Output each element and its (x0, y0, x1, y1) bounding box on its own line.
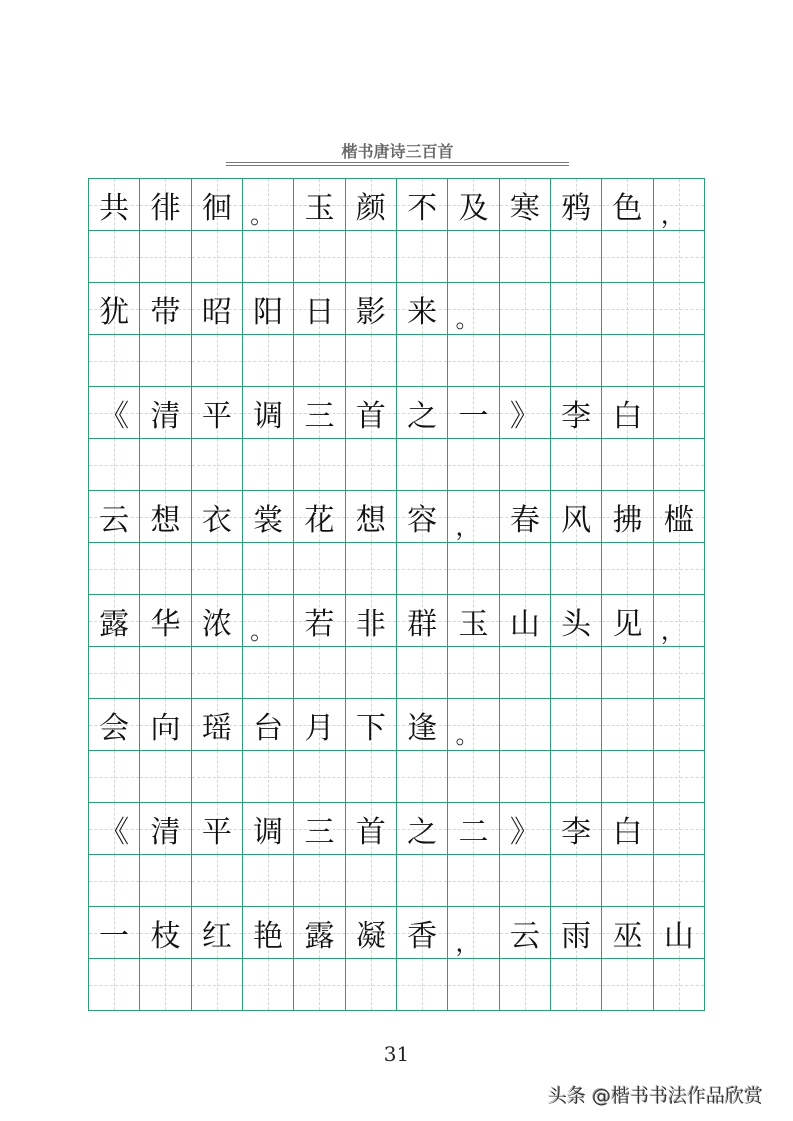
character-cell (293, 178, 344, 230)
empty-practice-cell (88, 854, 139, 906)
character: 寒 (509, 190, 540, 226)
character: 春 (509, 502, 540, 538)
character-cell (653, 282, 704, 334)
header-rule (226, 165, 569, 166)
character-cell (447, 906, 498, 958)
character-cell (447, 490, 498, 542)
character-cell (499, 178, 550, 230)
character: 及 (458, 190, 489, 226)
character: 李 (561, 398, 592, 434)
character-cell (88, 282, 139, 334)
character: ， (455, 929, 480, 957)
practice-grid (88, 178, 705, 1011)
empty-practice-cell (550, 854, 601, 906)
empty-practice-cell (396, 542, 447, 594)
page-header-title: 楷书唐诗三百首 (341, 142, 454, 161)
character-cell (396, 802, 447, 854)
character: 调 (253, 398, 284, 434)
character: 枝 (150, 918, 181, 954)
character: 瑶 (201, 710, 232, 746)
character-cell (88, 594, 139, 646)
empty-practice-cell (601, 334, 652, 386)
empty-practice-cell (139, 542, 190, 594)
character-cell (293, 698, 344, 750)
character-cell (396, 386, 447, 438)
character-cell (653, 594, 704, 646)
character: 想 (150, 502, 181, 538)
character: 之 (407, 398, 438, 434)
character: 昭 (201, 294, 232, 330)
empty-practice-cell (550, 646, 601, 698)
character: 头 (561, 606, 592, 642)
page-number: 31 (383, 1042, 410, 1066)
empty-practice-cell (550, 542, 601, 594)
character-cell (601, 594, 652, 646)
character: 》 (509, 398, 540, 434)
empty-practice-cell (191, 958, 242, 1010)
empty-practice-cell (345, 958, 396, 1010)
empty-practice-cell (293, 646, 344, 698)
empty-practice-cell (447, 854, 498, 906)
character-cell (191, 178, 242, 230)
character: 一 (99, 918, 130, 954)
empty-practice-cell (396, 750, 447, 802)
empty-practice-cell (242, 646, 293, 698)
empty-practice-cell (191, 334, 242, 386)
character: 清 (150, 398, 181, 434)
character: 玉 (304, 190, 335, 226)
character: 山 (509, 606, 540, 642)
character: 槛 (663, 502, 694, 538)
character-cell (293, 282, 344, 334)
character: 徊 (201, 190, 232, 226)
character-cell (447, 178, 498, 230)
empty-practice-cell (293, 542, 344, 594)
character-cell (447, 282, 498, 334)
character-cell (139, 698, 190, 750)
empty-practice-cell (396, 854, 447, 906)
empty-practice-cell (345, 334, 396, 386)
empty-practice-cell (550, 750, 601, 802)
watermark: 头条 @楷书书法作品欣赏 (548, 1085, 764, 1107)
character-cell (653, 178, 704, 230)
empty-practice-cell (499, 854, 550, 906)
character: 山 (663, 918, 694, 954)
character: 台 (253, 710, 284, 746)
empty-practice-cell (139, 958, 190, 1010)
empty-practice-cell (139, 646, 190, 698)
empty-practice-cell (191, 542, 242, 594)
character-cell (293, 386, 344, 438)
empty-practice-cell (601, 438, 652, 490)
character-cell (550, 802, 601, 854)
character-cell (345, 282, 396, 334)
empty-practice-cell (293, 438, 344, 490)
character-cell (653, 906, 704, 958)
character-cell (88, 490, 139, 542)
empty-practice-cell (345, 854, 396, 906)
character-cell (242, 906, 293, 958)
character-cell (293, 490, 344, 542)
empty-practice-cell (191, 646, 242, 698)
character: 来 (407, 294, 438, 330)
character: 凝 (355, 918, 386, 954)
character: 群 (407, 606, 438, 642)
character-cell (499, 282, 550, 334)
empty-practice-cell (191, 750, 242, 802)
character-cell (550, 386, 601, 438)
character: 鸦 (561, 190, 592, 226)
empty-practice-cell (396, 230, 447, 282)
character: 颜 (355, 190, 386, 226)
character-cell (191, 906, 242, 958)
character: 香 (407, 918, 438, 954)
character: 浓 (201, 606, 232, 642)
character: ， (660, 201, 685, 229)
character-cell (88, 178, 139, 230)
empty-practice-cell (396, 334, 447, 386)
empty-practice-cell (447, 750, 498, 802)
empty-practice-cell (601, 542, 652, 594)
character: 《 (99, 398, 130, 434)
character-cell (345, 698, 396, 750)
character: 逢 (407, 710, 438, 746)
character: 之 (407, 814, 438, 850)
empty-practice-cell (396, 438, 447, 490)
character: 徘 (150, 190, 181, 226)
character-cell (550, 490, 601, 542)
empty-practice-cell (345, 230, 396, 282)
character-cell (139, 386, 190, 438)
character-cell (139, 490, 190, 542)
empty-practice-cell (242, 542, 293, 594)
empty-practice-cell (345, 542, 396, 594)
character-cell (499, 698, 550, 750)
character: 三 (304, 398, 335, 434)
character: 带 (150, 294, 181, 330)
character: 。 (250, 201, 275, 229)
empty-practice-cell (139, 438, 190, 490)
empty-practice-cell (345, 438, 396, 490)
character: 若 (304, 606, 335, 642)
character: 雨 (561, 918, 592, 954)
empty-practice-cell (653, 958, 704, 1010)
character: 影 (355, 294, 386, 330)
character: 白 (612, 814, 643, 850)
empty-practice-cell (550, 334, 601, 386)
character: 》 (509, 814, 540, 850)
character-cell (550, 698, 601, 750)
empty-practice-cell (499, 542, 550, 594)
character-cell (653, 386, 704, 438)
empty-practice-cell (653, 542, 704, 594)
character-cell (447, 594, 498, 646)
empty-practice-cell (601, 646, 652, 698)
character: 华 (150, 606, 181, 642)
empty-practice-cell (139, 750, 190, 802)
character-cell (88, 802, 139, 854)
character: 见 (612, 606, 643, 642)
character-cell (242, 178, 293, 230)
character: 二 (458, 814, 489, 850)
character-cell (396, 698, 447, 750)
character-cell (550, 282, 601, 334)
character-cell (550, 594, 601, 646)
character-cell (601, 386, 652, 438)
empty-practice-cell (242, 958, 293, 1010)
empty-practice-cell (293, 750, 344, 802)
character: 会 (99, 710, 130, 746)
empty-practice-cell (293, 958, 344, 1010)
character-cell (653, 490, 704, 542)
empty-practice-cell (601, 750, 652, 802)
character-cell (139, 178, 190, 230)
character: 共 (99, 190, 130, 226)
empty-practice-cell (242, 334, 293, 386)
character: 容 (407, 502, 438, 538)
character-cell (499, 802, 550, 854)
character-cell (191, 282, 242, 334)
character: 下 (355, 710, 386, 746)
empty-practice-cell (653, 438, 704, 490)
character-cell (601, 802, 652, 854)
empty-practice-cell (345, 646, 396, 698)
character-cell (88, 906, 139, 958)
character: 巫 (612, 918, 643, 954)
empty-practice-cell (293, 230, 344, 282)
character-cell (601, 698, 652, 750)
empty-practice-cell (499, 334, 550, 386)
character: 露 (99, 606, 130, 642)
character-cell (601, 490, 652, 542)
character-cell (191, 386, 242, 438)
empty-practice-cell (139, 334, 190, 386)
character-cell (242, 386, 293, 438)
character: 色 (612, 190, 643, 226)
character-cell (601, 906, 652, 958)
empty-practice-cell (191, 230, 242, 282)
character: 一 (458, 398, 489, 434)
empty-practice-cell (447, 958, 498, 1010)
empty-practice-cell (653, 854, 704, 906)
character-cell (499, 906, 550, 958)
empty-practice-cell (242, 854, 293, 906)
character-cell (601, 178, 652, 230)
empty-practice-cell (88, 230, 139, 282)
character: 想 (355, 502, 386, 538)
empty-practice-cell (653, 646, 704, 698)
character-cell (345, 802, 396, 854)
empty-practice-cell (242, 438, 293, 490)
character-cell (345, 594, 396, 646)
empty-practice-cell (242, 750, 293, 802)
character: ， (660, 617, 685, 645)
empty-practice-cell (550, 230, 601, 282)
empty-practice-cell (293, 334, 344, 386)
empty-practice-cell (550, 438, 601, 490)
empty-practice-cell (88, 334, 139, 386)
character: ， (455, 513, 480, 541)
character: 红 (201, 918, 232, 954)
character: 云 (509, 918, 540, 954)
character-cell (396, 178, 447, 230)
character-cell (601, 282, 652, 334)
character: 花 (304, 502, 335, 538)
character-cell (396, 906, 447, 958)
character: 首 (355, 398, 386, 434)
empty-practice-cell (499, 438, 550, 490)
empty-practice-cell (191, 854, 242, 906)
character: 向 (150, 710, 181, 746)
character-cell (345, 386, 396, 438)
empty-practice-cell (345, 750, 396, 802)
character: 月 (304, 710, 335, 746)
empty-practice-cell (550, 958, 601, 1010)
character-cell (293, 594, 344, 646)
character-cell (88, 386, 139, 438)
empty-practice-cell (88, 750, 139, 802)
character-cell (499, 386, 550, 438)
empty-practice-cell (293, 854, 344, 906)
character: 。 (455, 305, 480, 333)
character-cell (242, 698, 293, 750)
character: 艳 (253, 918, 284, 954)
character: 《 (99, 814, 130, 850)
character: 非 (355, 606, 386, 642)
character-cell (345, 490, 396, 542)
character-cell (345, 178, 396, 230)
character-cell (396, 282, 447, 334)
character: 云 (99, 502, 130, 538)
character-cell (396, 594, 447, 646)
empty-practice-cell (88, 438, 139, 490)
character: 三 (304, 814, 335, 850)
character-cell (242, 594, 293, 646)
character-cell (653, 698, 704, 750)
character: 风 (561, 502, 592, 538)
character: 清 (150, 814, 181, 850)
empty-practice-cell (447, 230, 498, 282)
character: 。 (455, 721, 480, 749)
character-cell (447, 802, 498, 854)
empty-practice-cell (88, 542, 139, 594)
character-cell (242, 490, 293, 542)
empty-practice-cell (447, 542, 498, 594)
empty-practice-cell (447, 438, 498, 490)
character-cell (242, 282, 293, 334)
character: 调 (253, 814, 284, 850)
empty-practice-cell (396, 958, 447, 1010)
character-cell (293, 906, 344, 958)
character-cell (242, 802, 293, 854)
character: 平 (201, 814, 232, 850)
character-cell (191, 802, 242, 854)
empty-practice-cell (447, 334, 498, 386)
empty-practice-cell (88, 646, 139, 698)
empty-practice-cell (653, 750, 704, 802)
character-cell (396, 490, 447, 542)
character-cell (653, 802, 704, 854)
character-cell (550, 906, 601, 958)
character: 不 (407, 190, 438, 226)
empty-practice-cell (653, 230, 704, 282)
character: 李 (561, 814, 592, 850)
character-cell (550, 178, 601, 230)
character: 。 (250, 617, 275, 645)
character-cell (139, 282, 190, 334)
character: 衣 (201, 502, 232, 538)
empty-practice-cell (447, 646, 498, 698)
empty-practice-cell (499, 230, 550, 282)
character: 日 (304, 294, 335, 330)
header-rule (226, 162, 569, 163)
character-cell (447, 698, 498, 750)
character-cell (88, 698, 139, 750)
character: 拂 (612, 502, 643, 538)
empty-practice-cell (139, 230, 190, 282)
character-cell (447, 386, 498, 438)
character: 首 (355, 814, 386, 850)
character-cell (499, 594, 550, 646)
character-cell (139, 906, 190, 958)
empty-practice-cell (396, 646, 447, 698)
character-cell (345, 906, 396, 958)
character-cell (191, 698, 242, 750)
character-cell (139, 594, 190, 646)
character-cell (191, 490, 242, 542)
character: 露 (304, 918, 335, 954)
character: 白 (612, 398, 643, 434)
empty-practice-cell (653, 334, 704, 386)
empty-practice-cell (191, 438, 242, 490)
empty-practice-cell (499, 646, 550, 698)
empty-practice-cell (601, 854, 652, 906)
empty-practice-cell (601, 230, 652, 282)
character-cell (293, 802, 344, 854)
empty-practice-cell (499, 958, 550, 1010)
character: 犹 (99, 294, 130, 330)
empty-practice-cell (499, 750, 550, 802)
empty-practice-cell (242, 230, 293, 282)
empty-practice-cell (139, 854, 190, 906)
character-cell (139, 802, 190, 854)
character-cell (499, 490, 550, 542)
character: 阳 (253, 294, 284, 330)
character: 平 (201, 398, 232, 434)
empty-practice-cell (601, 958, 652, 1010)
character: 玉 (458, 606, 489, 642)
character: 裳 (253, 502, 284, 538)
character-cell (191, 594, 242, 646)
empty-practice-cell (88, 958, 139, 1010)
